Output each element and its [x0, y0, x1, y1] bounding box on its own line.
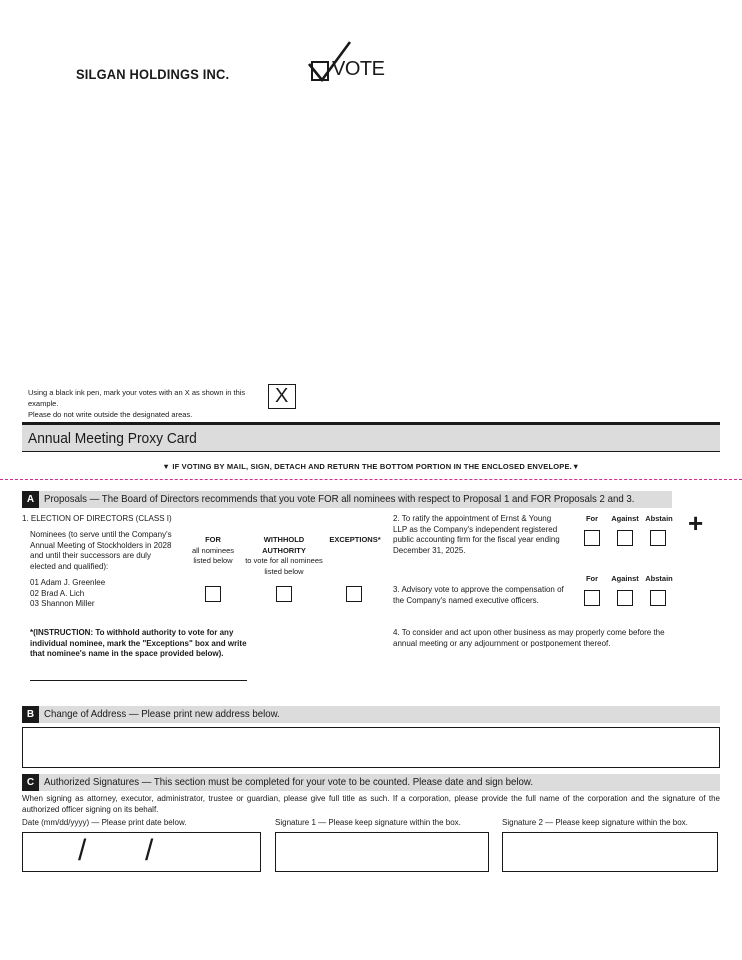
exceptions-checkbox[interactable]	[346, 586, 362, 602]
marking-instructions	[28, 387, 268, 420]
proposal-3-abstain-label: Abstain	[645, 574, 673, 583]
col-for	[183, 535, 243, 567]
col-withhold-sub: to vote for all nominees listed below	[245, 556, 323, 576]
proposal-3-against-checkbox[interactable]	[617, 590, 633, 606]
election-title: 1. ELECTION OF DIRECTORS (CLASS I)	[22, 514, 172, 523]
nominee: 03 Shannon Miller	[30, 599, 95, 608]
tear-line	[0, 479, 742, 480]
signature-1-label: Signature 1 — Please keep signature within the box.	[275, 818, 461, 827]
proposal-2-against-label: Against	[611, 514, 639, 523]
proposal-2-for-label: For	[585, 514, 599, 523]
col-for-sub: all nominees listed below	[191, 545, 235, 565]
proposal-2-text: 2. To ratify the appointment of Ernst & Young LLP as the Company's independent registered public accounting firm for the fiscal year ending December 31, 2025.	[393, 514, 560, 555]
example-x: X	[275, 385, 289, 407]
proposal-4-text: 4. To consider and act upon other business as may properly come before the annual meeting or any adjournment or postponement thereof.	[393, 628, 665, 648]
withhold-all-checkbox[interactable]	[276, 586, 292, 602]
instruction-line-1: Using a black ink pen, mark your votes with an X as shown in this example.	[28, 388, 246, 408]
section-c-title: Authorized Signatures — This section must be completed for your vote to be counted. Please date and sign below.	[44, 776, 534, 788]
section-b-header	[22, 706, 720, 723]
section-a-letter: A	[22, 491, 39, 508]
section-b-letter: B	[22, 706, 39, 723]
card-title: Annual Meeting Proxy Card	[28, 430, 197, 447]
withhold-instruction: *(INSTRUCTION: To withhold authority to vote for any individual nominee, mark the "Exceptions" box and write that nominee's name in the space provided below).	[30, 628, 247, 658]
plus-mark: +	[688, 508, 704, 538]
nominee: 02 Brad A. Lich	[30, 588, 85, 598]
signature-2-label: Signature 2 — Please keep signature within the box.	[502, 818, 688, 827]
date-label: Date (mm/dd/yyyy) — Please print date below.	[22, 818, 187, 827]
proposal-2-for-checkbox[interactable]	[584, 530, 600, 546]
section-c-letter: C	[22, 774, 39, 791]
section-c-header	[22, 774, 720, 791]
signature-2-box[interactable]	[502, 832, 718, 872]
section-a-title: Proposals — The Board of Directors recommends that you vote FOR all nominees with respect to Proposal 1 and FOR Proposals 2 and 3.	[44, 493, 635, 505]
vote-for-all-checkbox[interactable]	[205, 586, 221, 602]
new-address-box[interactable]	[22, 727, 720, 768]
vote-logo	[306, 40, 385, 84]
proposal-3-for-checkbox[interactable]	[584, 590, 600, 606]
nominee-list	[30, 578, 105, 610]
company-name: SILGAN HOLDINGS INC.	[76, 66, 230, 82]
proposal-3-text: 3. Advisory vote to approve the compensation of the Company's named executive officers.	[393, 585, 564, 605]
signing-note: When signing as attorney, executor, administrator, trustee or guardian, please give full title as such. If a corporation, please provide the full name of the corporation and the signature of the authorized officer signing on its behalf.	[22, 794, 720, 814]
section-a-header	[22, 491, 672, 508]
logo-text: VOTE	[332, 58, 385, 80]
nominee-description: Nominees (to serve until the Company's Annual Meeting of Stockholders in 2028 and until their successors are duly elected and qualified):	[30, 530, 172, 571]
example-mark-box	[268, 384, 296, 409]
detach-notice: ▼ IF VOTING BY MAIL, SIGN, DETACH AND RETURN THE BOTTOM PORTION IN THE ENCLOSED ENVELOPE.▼	[162, 462, 580, 471]
date-box[interactable]	[22, 832, 261, 872]
card-title-bar	[22, 422, 720, 452]
signature-1-box[interactable]	[275, 832, 489, 872]
col-for-title: FOR	[205, 535, 221, 544]
section-b-title: Change of Address — Please print new address below.	[44, 708, 280, 720]
col-withhold	[240, 535, 328, 577]
proposal-3-against-label: Against	[611, 574, 639, 583]
proposal-2-against-checkbox[interactable]	[617, 530, 633, 546]
proposal-3-for-label: For	[585, 574, 599, 583]
nominee: 01 Adam J. Greenlee	[30, 578, 106, 587]
col-exceptions: EXCEPTIONS*	[329, 535, 381, 544]
exception-name-line[interactable]	[30, 680, 247, 681]
proposal-3-abstain-checkbox[interactable]	[650, 590, 666, 606]
date-separator: /	[78, 834, 87, 867]
col-withhold-title: WITHHOLD AUTHORITY	[262, 535, 306, 555]
proposal-2-abstain-label: Abstain	[645, 514, 673, 523]
proposal-2-abstain-checkbox[interactable]	[650, 530, 666, 546]
date-separator: /	[145, 834, 154, 867]
instruction-line-2: Please do not write outside the designated areas.	[28, 410, 193, 419]
